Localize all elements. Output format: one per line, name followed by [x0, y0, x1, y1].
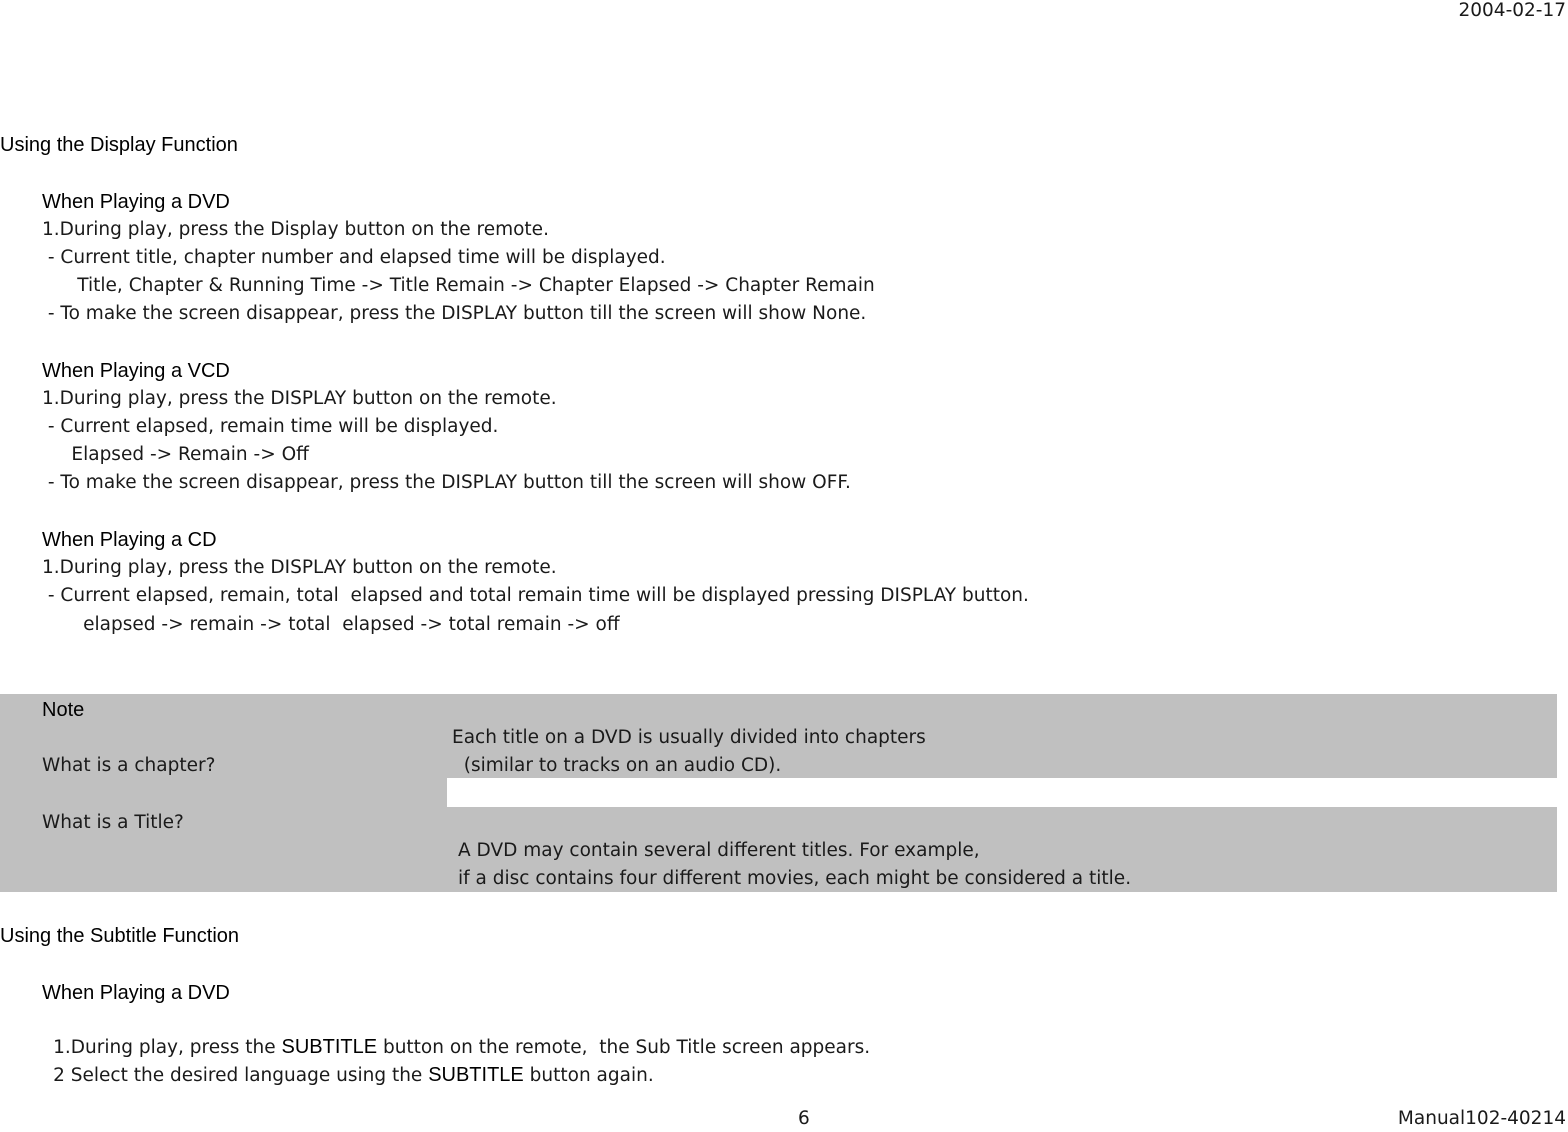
subtitle-line-2 — [42, 1036, 654, 1086]
document-id: Manual102-40214 — [1397, 1108, 1566, 1129]
dvd-line-3: Title, Chapter & Running Time -> Title Remain -> Chapter Elapsed -> Chapter Remain — [42, 275, 875, 296]
cd-line-2: - Current elapsed, remain, total elapsed and total remain time will be displayed pressing DISPLAY button. — [42, 585, 1029, 606]
cd-line-3: elapsed -> remain -> total elapsed -> total remain -> off — [42, 614, 620, 635]
subtitle-line-1-post: button on the remote, the Sub Title screen appears. — [377, 1037, 871, 1058]
note-title: Note — [42, 699, 85, 721]
display-section-title: Using the Display Function — [0, 134, 238, 156]
subtitle-line-2-post: button again. — [523, 1065, 654, 1086]
dvd-heading: When Playing a DVD — [42, 191, 230, 213]
chapter-answer-line-1: Each title on a DVD is usually divided into chapters — [452, 727, 926, 748]
dvd-line-1: 1.During play, press the Display button on the remote. — [42, 219, 549, 240]
dvd-line-4: - To make the screen disappear, press the DISPLAY button till the screen will show None. — [42, 303, 867, 324]
title-question: What is a Title? — [42, 812, 184, 833]
subtitle-key-1: SUBTITLE — [281, 1036, 378, 1058]
vcd-line-3: Elapsed -> Remain -> Off — [42, 444, 309, 465]
vcd-line-4: - To make the screen disappear, press the DISPLAY button till the screen will show OFF. — [42, 472, 851, 493]
title-answer-line-1: A DVD may contain several different titles. For example, — [458, 840, 980, 861]
subtitle-line-1-pre: 1.During play, press the — [53, 1037, 282, 1058]
subtitle-line-2-pre: 2 Select the desired language using the — [53, 1065, 429, 1086]
subtitle-section-title: Using the Subtitle Function — [0, 925, 240, 947]
page-number: 6 — [798, 1108, 810, 1129]
subtitle-dvd-heading: When Playing a DVD — [42, 982, 230, 1004]
document-date: 2004-02-17 — [1458, 0, 1566, 21]
chapter-question: What is a chapter? — [42, 755, 216, 776]
dvd-line-2: - Current title, chapter number and elapsed time will be displayed. — [42, 247, 666, 268]
subtitle-line-1 — [42, 1008, 871, 1058]
vcd-line-2: - Current elapsed, remain time will be displayed. — [42, 416, 499, 437]
cd-line-1: 1.During play, press the DISPLAY button on the remote. — [42, 557, 557, 578]
cd-heading: When Playing a CD — [42, 529, 217, 551]
vcd-heading: When Playing a VCD — [42, 360, 230, 382]
vcd-line-1: 1.During play, press the DISPLAY button on the remote. — [42, 388, 557, 409]
note-band-left — [0, 778, 447, 807]
chapter-answer-line-2: (similar to tracks on an audio CD). — [452, 755, 782, 776]
title-answer-line-2: if a disc contains four different movies, each might be considered a title. — [458, 868, 1132, 889]
subtitle-key-2: SUBTITLE — [428, 1064, 524, 1086]
